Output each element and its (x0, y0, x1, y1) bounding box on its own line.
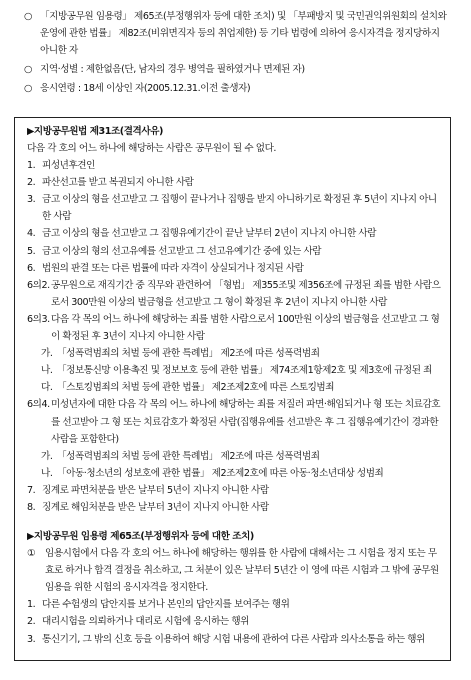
item-number: 6의4. (27, 399, 50, 411)
eligibility-text: 응시연령 : 18세 이상인 자(2005.12.31.이전 출생자) (40, 83, 251, 94)
circle-bullet: ○ (24, 11, 32, 22)
law-item (27, 277, 442, 311)
item-text: 파산선고를 받고 복권되지 아니한 사람 (42, 177, 194, 189)
law-title: ▶지방공무원 임용령 제65조(부정행위자 등에 대한 조치) (27, 531, 254, 543)
item-text: 피성년후견인 (42, 160, 95, 172)
subitem-number: 나. (41, 365, 53, 377)
item-number: 2. (27, 616, 36, 628)
law-lead: 다음 각 호의 어느 하나에 해당하는 사람은 공무원이 될 수 없다. (27, 143, 277, 154)
legal-provisions-box (14, 117, 451, 661)
law-item (27, 311, 442, 345)
subitem-number: 가. (41, 450, 53, 462)
subitem-text: 「스토킹범죄의 처벌 등에 관한 법률」 제2조제2호에 따른 스토킹범죄 (57, 382, 335, 394)
law-item (27, 174, 442, 191)
eligibility-item (24, 8, 450, 59)
subitem-number: 가. (41, 348, 53, 360)
law-item (27, 260, 442, 277)
law-item (27, 499, 442, 516)
item-text: 징계로 해임처분을 받은 날부터 3년이 지나지 아니한 사람 (42, 501, 269, 513)
item-text: 공무원으로 재직기간 중 직무와 관련하여 「형법」 제355조및 제356조에 규정된 죄를 범한 사람으로서 300만원 이상의 벌금형을 선고받고 그 형이 확정된 후 2년이 지나지 아니한 사람 (51, 279, 441, 308)
law-item (27, 396, 442, 447)
eligibility-text: 「지방공무원 임용령」 제65조(부정행위자 등에 대한 조치) 및 「부패방지 및 국민권익위원회의 설치와 운영에 관한 법률」 제82조(비위면직자 등의 취업제한) 등 기타 법령에 의하여 응시자격을 정지당하지 아니한 자 (40, 11, 447, 56)
subitem-number: 나. (41, 467, 53, 479)
law-subitem (27, 345, 442, 362)
law-item (27, 243, 442, 260)
law-paragraph (27, 545, 442, 596)
subitem-number: 다. (41, 382, 53, 394)
item-number: 3. (27, 194, 36, 206)
item-number: 3. (27, 633, 36, 645)
subitem-text: 「성폭력범죄의 처벌 등에 관한 특례법」 제2조에 따른 성폭력범죄 (57, 348, 320, 360)
law-item (27, 613, 442, 630)
law-item (27, 631, 442, 648)
item-text: 징계로 파면처분을 받은 날부터 5년이 지나지 아니한 사람 (42, 484, 269, 496)
law-subitem (27, 379, 442, 396)
circle-bullet: ○ (24, 64, 32, 75)
law-title: ▶지방공무원법 제31조(결격사유) (27, 126, 163, 137)
subitem-text: 「정보통신망 이용촉진 및 정보보호 등에 관한 법률」 제74조제1항제2호 및 제3호에 규정된 죄 (57, 365, 432, 377)
item-number: 1. (27, 599, 36, 611)
item-number: 2. (27, 177, 36, 189)
law-item (27, 482, 442, 499)
item-number: 6. (27, 262, 36, 274)
item-text: 금고 이상의 형의 선고유예를 선고받고 그 선고유예기간 중에 있는 사람 (42, 245, 322, 257)
item-text: 법원의 판결 또는 다른 법률에 따라 자격이 상실되거나 정지된 사람 (42, 262, 304, 274)
eligibility-list (24, 8, 450, 99)
eligibility-item (24, 80, 450, 97)
circle-bullet: ○ (24, 83, 32, 94)
law-item (27, 157, 442, 174)
law-subitem (27, 362, 442, 379)
subitem-text: 「아동·청소년의 성보호에 관한 법률」 제2조제2호에 따른 아동·청소년대상 성범죄 (57, 467, 384, 479)
item-number: 6의2. (27, 279, 50, 291)
item-text: 통신기기, 그 밖의 신호 등을 이용하여 해당 시험 내용에 관하여 다른 사람과 의사소통을 하는 행위 (42, 633, 425, 645)
item-number: 7. (27, 484, 36, 496)
item-number: 8. (27, 501, 36, 513)
item-number: 5. (27, 245, 36, 257)
eligibility-item (24, 61, 450, 78)
item-number: 4. (27, 228, 36, 240)
subitem-text: 「성폭력범죄의 처벌 등에 관한 특례법」 제2조에 따른 성폭력범죄 (57, 450, 320, 462)
item-text: 다른 수험생의 답안지를 보거나 본인의 답안지를 보여주는 행위 (42, 599, 290, 611)
law-subitem (27, 448, 442, 465)
law-item (27, 596, 442, 613)
item-text: 다음 각 목의 어느 하나에 해당하는 죄를 범한 사람으로서 100만원 이상의 벌금형을 선고받고 그 형이 확정된 후 3년이 지나지 아니한 사람 (51, 313, 440, 343)
item-number: 6의3. (27, 313, 50, 325)
paragraph-text: 임용시험에서 다음 각 호의 어느 하나에 해당하는 행위를 한 사람에 대해서는 그 시험을 정지 또는 무효로 하거나 합격 결정을 취소하고, 그 처분이 있은 날부터 5년간 이 영에 따른 시험과 그 밖에 공무원 임용을 위한 시험의 응시자격을 정지한다. (45, 548, 439, 594)
item-text: 금고 이상의 형을 선고받고 그 집행유예기간이 끝난 날부터 2년이 지나지 아니한 사람 (42, 228, 377, 240)
item-text: 미성년자에 대한 다음 각 목의 어느 하나에 해당하는 죄를 저질러 파면·해임되거나 형 또는 치료감호를 선고받아 그 형 또는 치료감호가 확정된 사람(집행유예를 선고받은 후 그 집행유예기간이 경과한 사람을 포함한다) (51, 399, 441, 445)
section-gap (27, 516, 442, 528)
law-item (27, 191, 442, 225)
eligibility-text: 지역·성별 : 제한없음(단, 남자의 경우 병역을 필하였거나 면제된 자) (40, 64, 305, 75)
item-text: 대리시험을 의뢰하거나 대리로 시험에 응시하는 행위 (42, 616, 249, 628)
item-text: 금고 이상의 형을 선고받고 그 집행이 끝나거나 집행을 받지 아니하기로 확정된 후 5년이 지나지 아니한 사람 (42, 194, 437, 223)
paragraph-number: ① (27, 548, 36, 560)
law-subitem (27, 465, 442, 482)
item-number: 1. (27, 160, 36, 172)
law-item (27, 225, 442, 242)
